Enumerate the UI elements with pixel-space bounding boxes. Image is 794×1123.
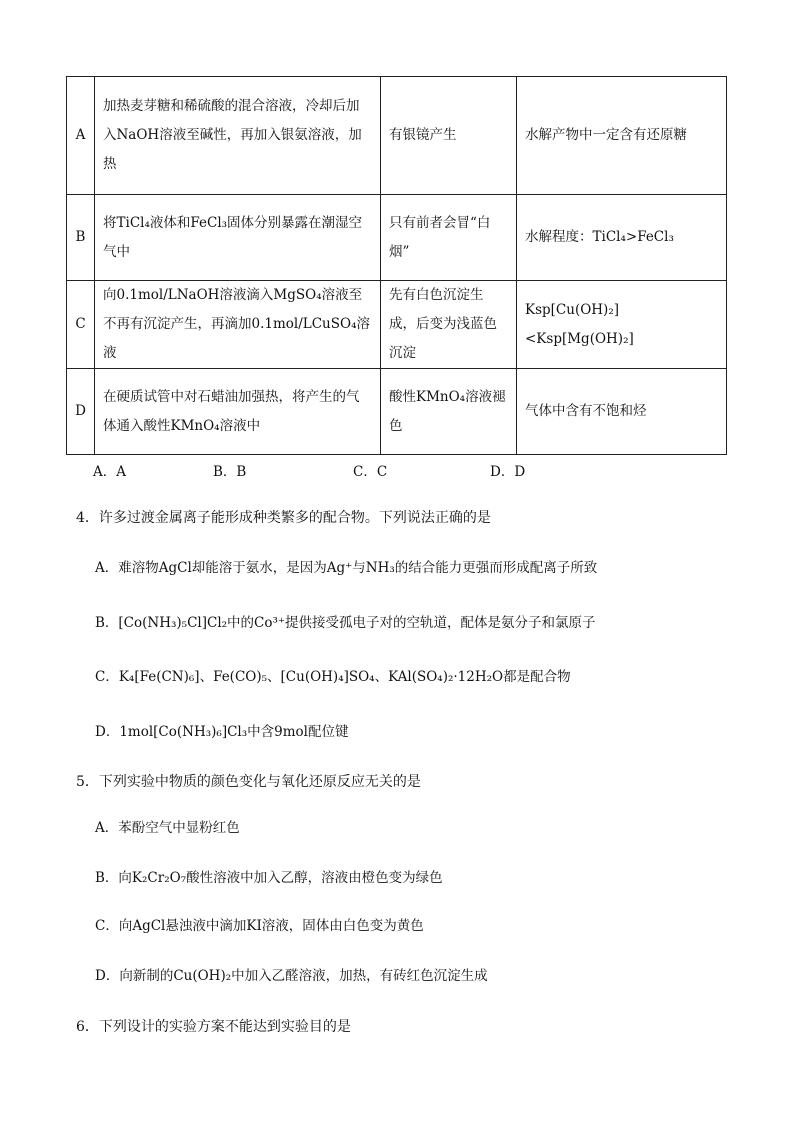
row-label: D	[67, 369, 95, 455]
operation-cell: 向0.1mol/LNaOH溶液滴入MgSO₄溶液至不再有沉淀产生，再滴加0.1mol/LCuSO₄溶液	[95, 281, 381, 369]
operation-cell: 加热麦芽糖和稀硫酸的混合溶液，冷却后加入NaOH溶液至碱性，再加入银氨溶液，加热	[95, 77, 381, 195]
q3-option-d: D．D	[490, 464, 526, 480]
conclusion-cell: 气体中含有不饱和烃	[517, 369, 727, 455]
q3-option-a: A．A	[93, 464, 126, 480]
question-6-stem: 6．下列设计的实验方案不能达到实验目的是	[76, 1019, 351, 1035]
conclusion-cell: 水解产物中一定含有还原糖	[517, 77, 727, 195]
row-label: A	[67, 77, 95, 195]
q4-option-d: D．1mol[Co(NH₃)₆]Cl₃中含9mol配位键	[95, 724, 349, 740]
q5-option-d: D．向新制的Cu(OH)₂中加入乙醛溶液，加热，有砖红色沉淀生成	[95, 968, 488, 984]
experiment-table	[66, 76, 727, 455]
table-row	[67, 77, 727, 195]
phenomenon-cell: 只有前者会冒“白烟”	[381, 195, 517, 281]
q5-option-a: A．苯酚空气中显粉红色	[95, 820, 240, 836]
q3-option-b: B．B	[213, 464, 247, 480]
table-row	[67, 281, 727, 369]
question-5-stem: 5．下列实验中物质的颜色变化与氧化还原反应无关的是	[76, 774, 421, 790]
row-label: B	[67, 195, 95, 281]
phenomenon-cell: 有银镜产生	[381, 77, 517, 195]
q4-option-b: B．[Co(NH₃)₅Cl]Cl₂中的Co³⁺提供接受孤电子对的空轨道，配体是氨分子和氯原子	[95, 615, 596, 631]
q5-option-c: C．向AgCl悬浊液中滴加KI溶液，固体由白色变为黄色	[95, 918, 424, 934]
q3-option-c: C．C	[353, 464, 388, 480]
q4-option-a: A．难溶物AgCl却能溶于氨水，是因为Ag⁺与NH₃的结合能力更强而形成配离子所致	[95, 560, 598, 576]
operation-cell: 在硬质试管中对石蜡油加强热，将产生的气体通入酸性KMnO₄溶液中	[95, 369, 381, 455]
table-row	[67, 195, 727, 281]
question-4-stem: 4．许多过渡金属离子能形成种类繁多的配合物。下列说法正确的是	[76, 510, 491, 526]
operation-cell: 将TiCl₄液体和FeCl₃固体分别暴露在潮湿空气中	[95, 195, 381, 281]
conclusion-cell: 水解程度：TiCl₄>FeCl₃	[517, 195, 727, 281]
q3-options	[93, 460, 733, 482]
q5-option-b: B．向K₂Cr₂O₇酸性溶液中加入乙醇，溶液由橙色变为绿色	[95, 870, 443, 886]
conclusion-cell: Ksp[Cu(OH)₂]<Ksp[Mg(OH)₂]	[517, 281, 727, 369]
phenomenon-cell: 酸性KMnO₄溶液褪色	[381, 369, 517, 455]
phenomenon-cell: 先有白色沉淀生成，后变为浅蓝色沉淀	[381, 281, 517, 369]
table-row	[67, 369, 727, 455]
q4-option-c: C．K₄[Fe(CN)₆]、Fe(CO)₅、[Cu(OH)₄]SO₄、KAl(SO₄)₂·12H₂O都是配合物	[95, 669, 571, 685]
row-label: C	[67, 281, 95, 369]
